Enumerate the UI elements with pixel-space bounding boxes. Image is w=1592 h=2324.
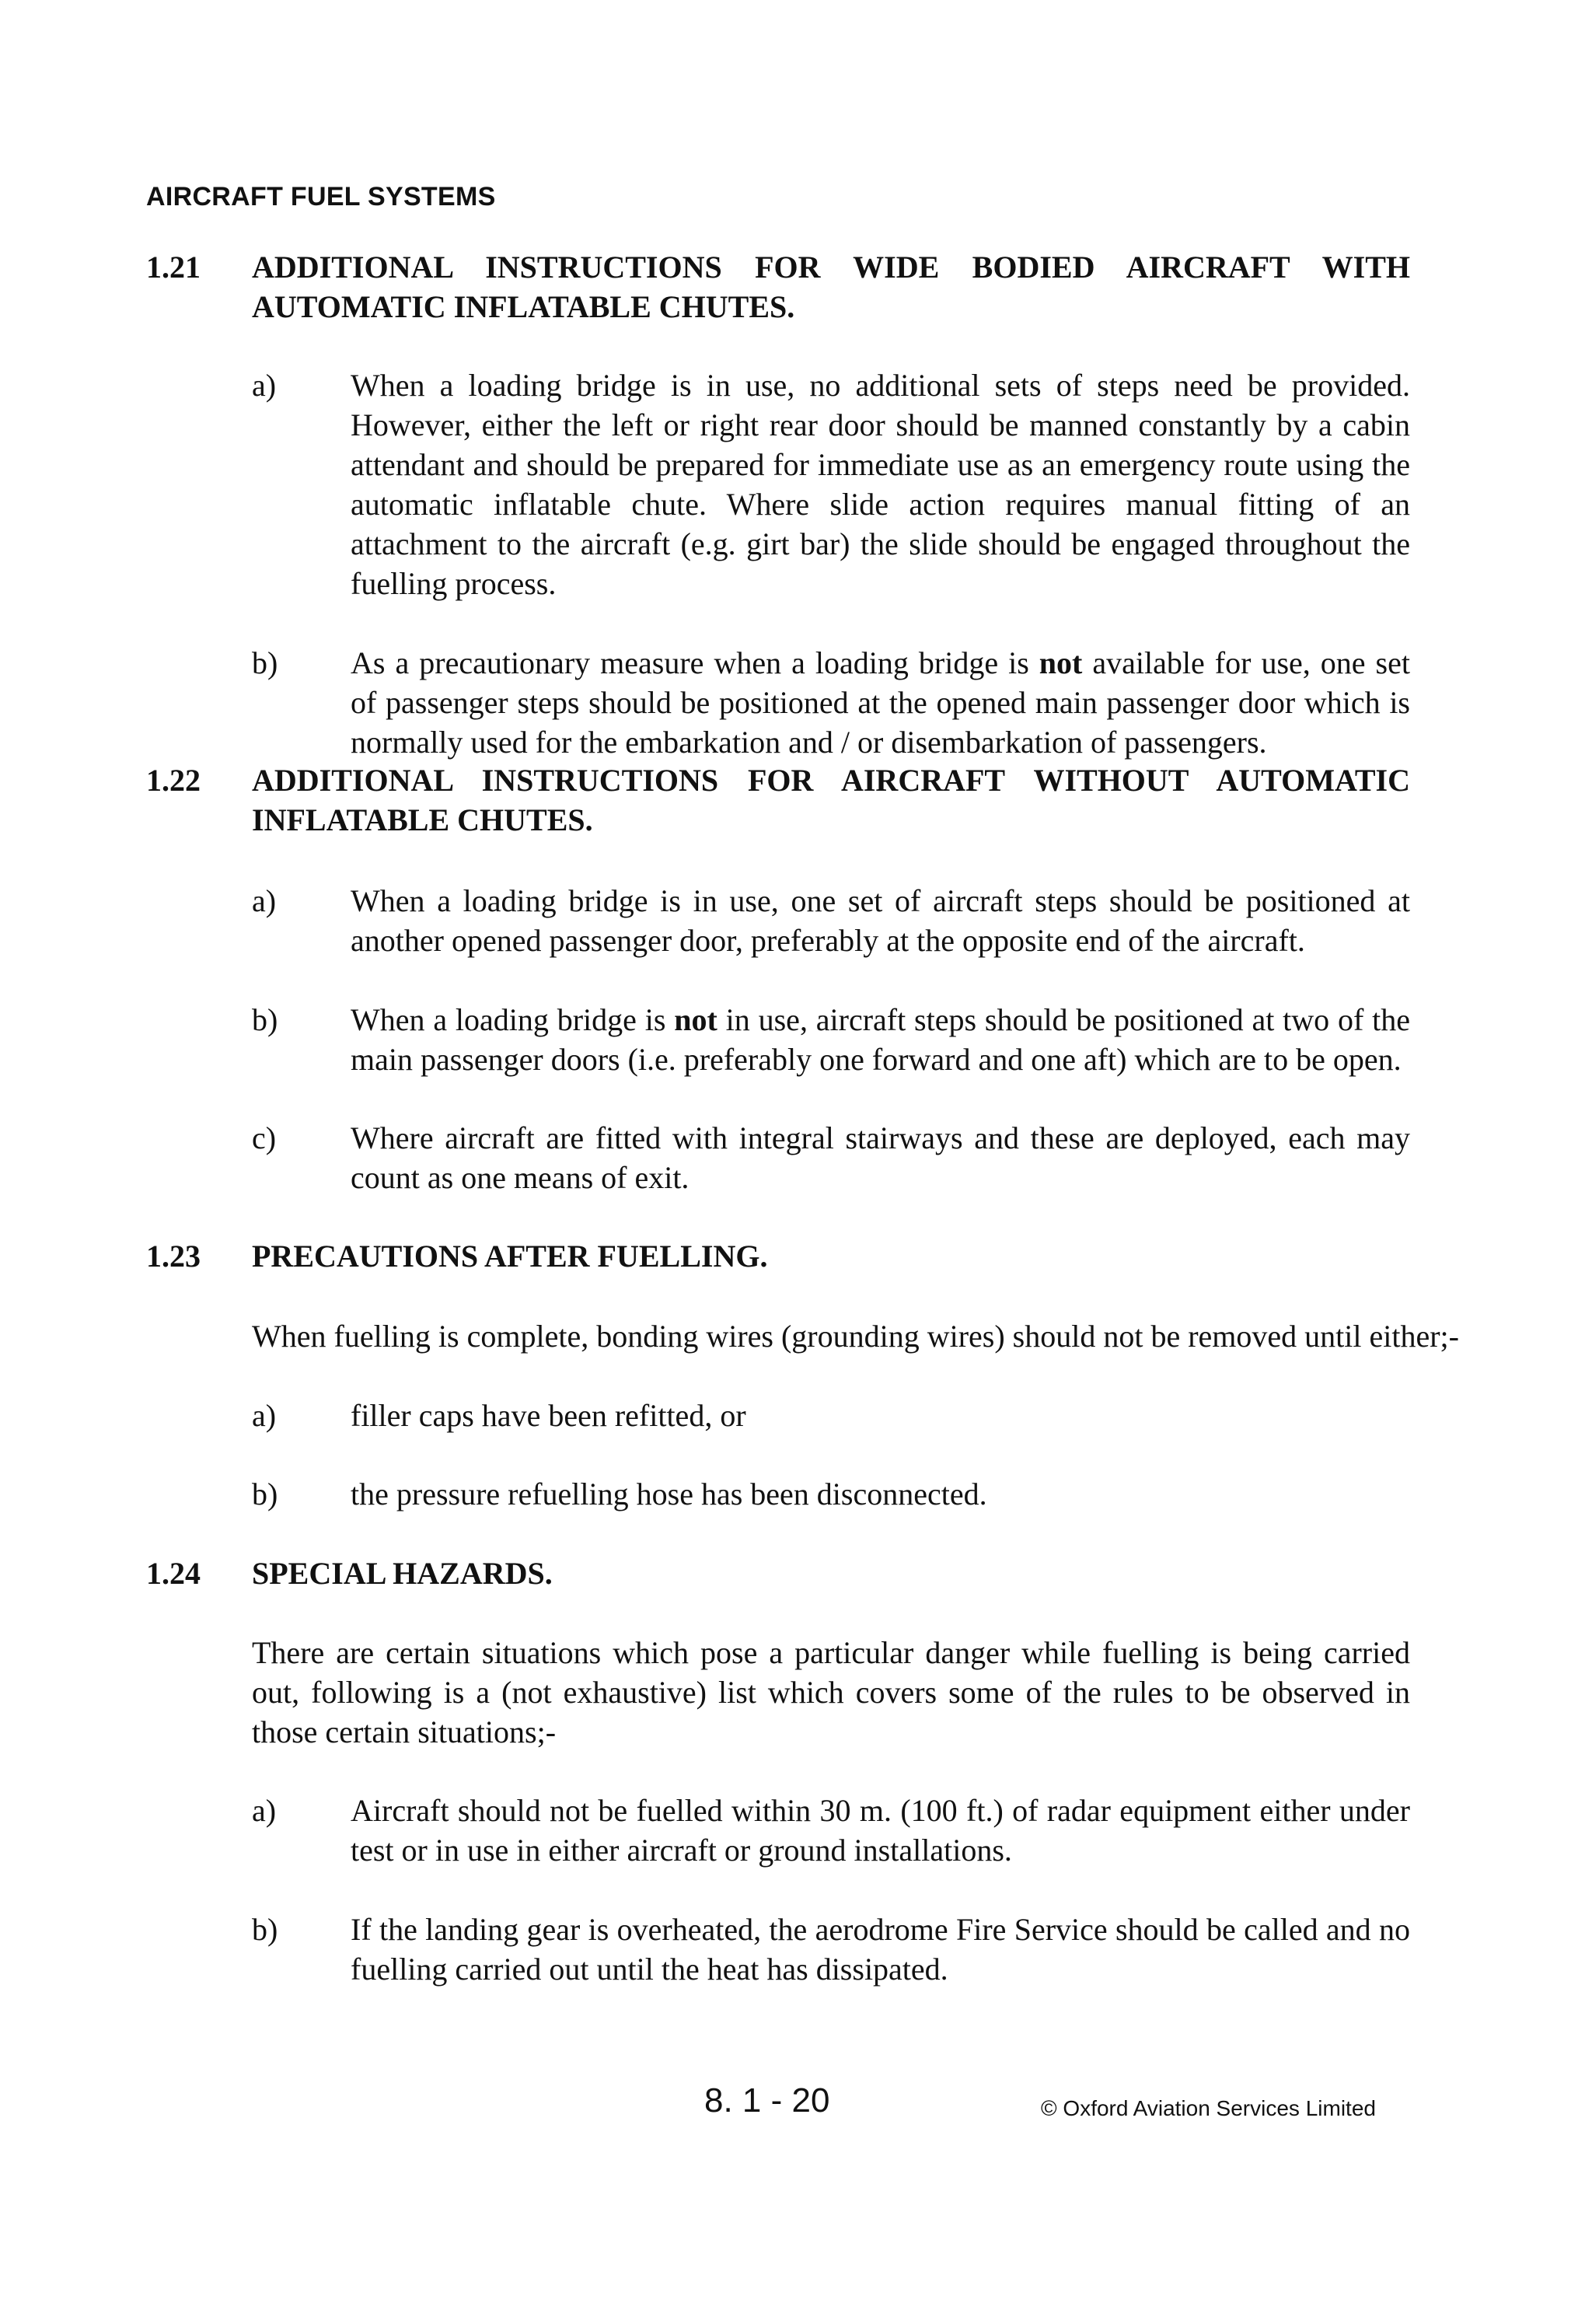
item-text: the pressure refuelling hose has been disconnected.	[351, 1477, 987, 1511]
text-run: When a loading bridge is	[351, 1002, 675, 1037]
item-text: filler caps have been refitted, or	[351, 1398, 746, 1433]
item-label: b)	[252, 645, 278, 680]
item-label: a)	[252, 1398, 277, 1433]
item-text	[351, 643, 1410, 762]
item-label: a)	[252, 883, 277, 918]
item-text: Where aircraft are fitted with integral stairways and these are deployed, each may count as one means of exit.	[351, 1120, 1410, 1195]
section-heading-1-22	[252, 760, 1410, 840]
text-run: As a precautionary measure when a loading bridge is	[351, 645, 1039, 680]
item-text: If the landing gear is overheated, the aerodrome Fire Service should be called and no fuelling carried out until the heat has dissipated.	[351, 1912, 1410, 1987]
section-heading-1-24: SPECIAL HAZARDS.	[252, 1556, 553, 1591]
section-number-1-22: 1.22	[146, 763, 201, 798]
section-heading-1-23: PRECAUTIONS AFTER FUELLING.	[252, 1239, 768, 1274]
heading-line-2: INFLATABLE CHUTES.	[252, 802, 593, 837]
item-text	[351, 1000, 1410, 1079]
item-label: a)	[252, 368, 277, 403]
copyright-notice: © Oxford Aviation Services Limited	[1041, 2096, 1376, 2120]
text-run: available for use, one set of passenger steps should be positioned at the opened main passenger door which is normally used for the embarkation and / or disembarkation of passengers.	[351, 645, 1410, 760]
item-label: c)	[252, 1120, 277, 1155]
heading-line-2: AUTOMATIC INFLATABLE CHUTES.	[252, 289, 795, 324]
item-label: b)	[252, 1002, 278, 1037]
bold-emphasis: not	[674, 1002, 717, 1037]
item-text: When a loading bridge is in use, no additional sets of steps need be provided. However, either the left or right rear door should be manned constantly by a cabin attendant and should be prepared for immediate use as an emergency route using the automatic inflatable chute. Where slide action requires manual fitting of an attachment to the aircraft (e.g. girt bar) the slide should be engaged throughout the fuelling process.	[351, 368, 1410, 601]
item-label: a)	[252, 1793, 277, 1828]
section-heading-1-21	[252, 247, 1410, 327]
heading-line-1: ADDITIONAL INSTRUCTIONS FOR WIDE BODIED AIRCRAFT WITH	[252, 250, 1410, 285]
heading-line-1: ADDITIONAL INSTRUCTIONS FOR AIRCRAFT WITHOUT AUTOMATIC	[252, 763, 1410, 798]
paragraph-intro: When fuelling is complete, bonding wires (grounding wires) should not be removed until either;-	[252, 1319, 1459, 1354]
item-text: Aircraft should not be fuelled within 30 m. (100 ft.) of radar equipment either under test or in use in either aircraft or ground installations.	[351, 1793, 1410, 1868]
item-text: When a loading bridge is in use, one set of aircraft steps should be positioned at another opened passenger door, preferably at the opposite end of the aircraft.	[351, 883, 1410, 958]
section-number-1-21: 1.21	[146, 250, 201, 285]
section-number-1-24: 1.24	[146, 1556, 201, 1591]
page-number: 8. 1 - 20	[704, 2081, 830, 2120]
item-label: b)	[252, 1477, 278, 1511]
bold-emphasis: not	[1039, 645, 1083, 680]
page-header-title: AIRCRAFT FUEL SYSTEMS	[146, 182, 496, 211]
paragraph-intro: There are certain situations which pose a particular danger while fuelling is being carried out, following is a (not exhaustive) list which covers some of the rules to be observed in those certain situations;-	[252, 1635, 1410, 1749]
text-run: in use, aircraft steps should be positioned at two of the main passenger doors (i.e. preferably one forward and one aft) which are to be open.	[351, 1002, 1411, 1077]
item-label: b)	[252, 1912, 278, 1947]
section-number-1-23: 1.23	[146, 1239, 201, 1274]
